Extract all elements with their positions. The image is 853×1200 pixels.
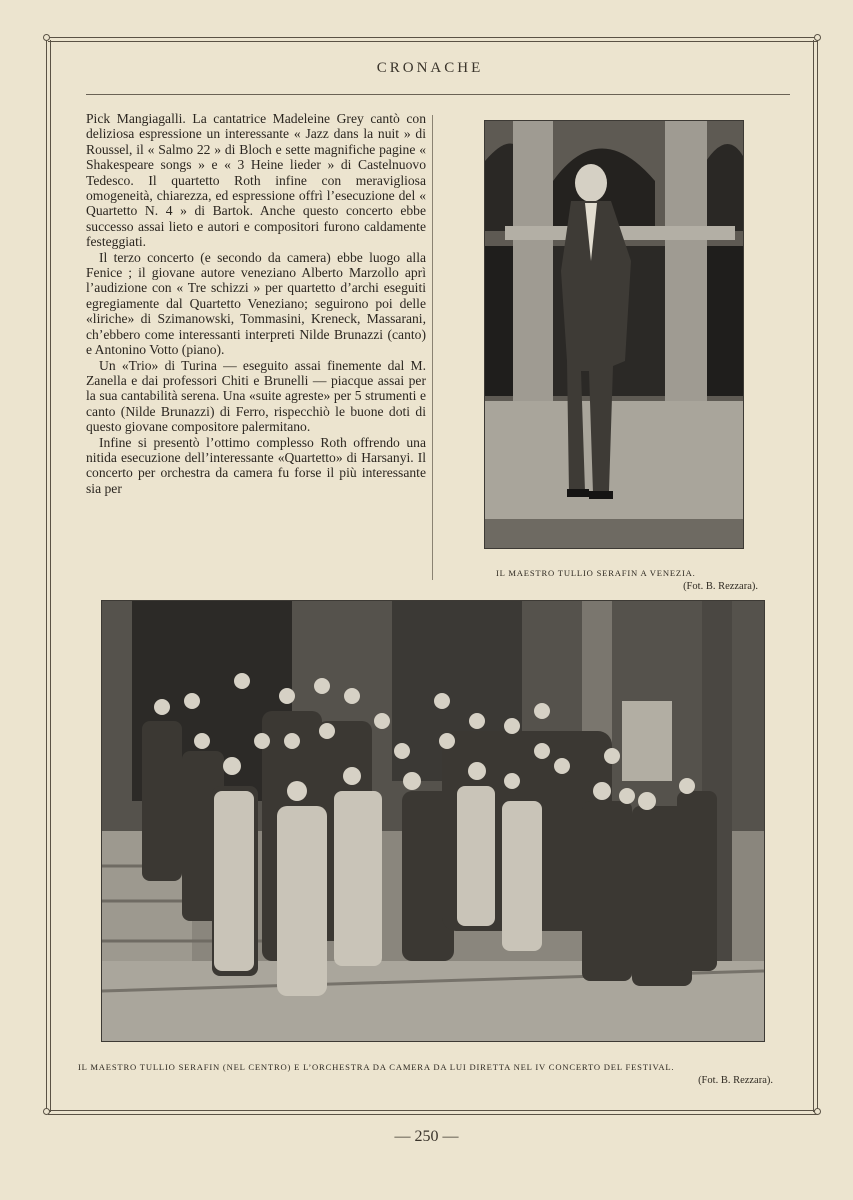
page-border-left xyxy=(46,40,51,1112)
page-number: — 250 — xyxy=(394,1128,459,1145)
header-rule xyxy=(86,94,790,95)
orchestra-group-photo xyxy=(101,600,765,1042)
page-border-top xyxy=(48,37,818,42)
page-border-bottom xyxy=(48,1110,818,1115)
article-paragraph: Un «Trio» di Turina — eseguito assai finemente dal M. Zanella e dai professori Chiti e Brunelli — piacque assai per la sua cantabilità serena. Una «suite agreste» per 5 strumenti e canto (Nilde Brunazzi) di Ferro, rispecchiò le buone doti di questo giovane compositore palermitano. xyxy=(86,357,426,435)
corner-ornament xyxy=(43,1108,50,1115)
column-rule xyxy=(432,115,433,580)
portrait-caption xyxy=(496,563,758,592)
portrait-caption-text: IL MAESTRO TULLIO SERAFIN A VENEZIA. xyxy=(496,568,696,578)
section-title: CRONACHE xyxy=(376,60,484,76)
portrait-illustration xyxy=(485,121,743,548)
article-text xyxy=(86,111,426,496)
corner-ornament xyxy=(814,1108,821,1115)
article-paragraph: Pick Mangiagalli. La cantatrice Madeleine Grey cantò con deliziosa espressione un interessante « Jazz dans la nuit » di Roussel, il « Salmo 22 » di Bloch e sette magnifiche pagine « Shakespeare songs » e « 3 Heine lieder » di Castelnuovo Tedesco. Il quartetto Roth infine con meravigliosa omogeneità, chiarezza, ed espressione offrì l’esecuzione del « Quartetto N. 4 » di Bartok. Anche questo concerto ebbe successo assai lieto e autori e compositori furono caldamente festeggiati. xyxy=(86,111,426,250)
corner-ornament xyxy=(814,34,821,41)
page-border-right xyxy=(813,40,818,1112)
corner-ornament xyxy=(43,34,50,41)
article-paragraph: Il terzo concerto (e secondo da camera) ebbe luogo alla Fenice ; il giovane autore veneziano Alberto Marzollo aprì l’audizione con « Tre schizzi » per quartetto d’archi eseguiti egregiamente dal Quartetto Veneziano; seguirono poi delle «liriche» di Szimanowski, Tommasini, Kreneck, Massarani, ch’ebbero come interessanti interpreti Nilde Brunazzi (canto) e Antonino Votto (piano). xyxy=(86,249,426,358)
group-photo-credit: (Fot. B. Rezzara). xyxy=(698,1075,773,1086)
conductor-portrait-photo xyxy=(484,120,744,549)
group-photo-caption xyxy=(78,1057,773,1086)
article-paragraph: Infine si presentò l’ottimo complesso Roth offrendo una nitida esecuzione dell’interessante «Quartetto» di Harsanyi. Il concerto per orchestra da camera fu forse il più interessante sia per xyxy=(86,434,426,496)
portrait-photo-credit: (Fot. B. Rezzara). xyxy=(683,581,758,592)
group-caption-text: IL MAESTRO TULLIO SERAFIN (NEL CENTRO) E L’ORCHESTRA DA CAMERA DA LUI DIRETTA NEL IV CONCERTO DEL FESTIVAL. xyxy=(78,1062,675,1072)
group-illustration xyxy=(102,601,764,1041)
